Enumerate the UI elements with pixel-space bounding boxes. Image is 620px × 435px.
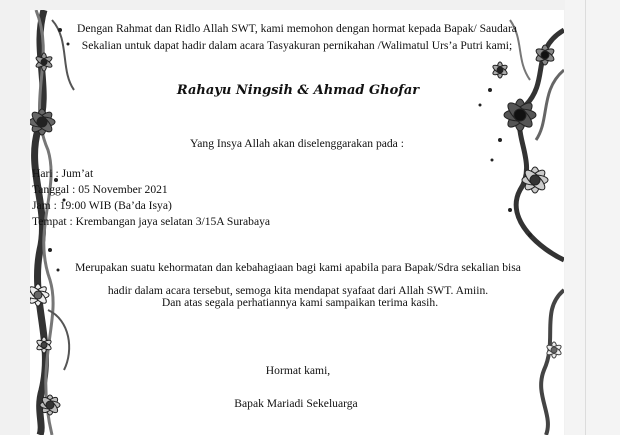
detail-date: Tanggal : 05 November 2021 [32, 183, 168, 196]
signature-line: Bapak Mariadi Sekeluarga [234, 397, 358, 410]
couple-names: Rahayu Ningsih & Ahmad Ghofar [176, 83, 420, 98]
opening-line-1: Dengan Rahmat dan Ridlo Allah SWT, kami memohon dengan hormat kepada Bapak/ Saudara [77, 22, 517, 35]
detail-time: Jam : 19:00 WIB (Ba’da Isya) [32, 199, 172, 212]
closing-line-1: Merupakan suatu kehormatan dan kebahagiaan bagi kami apabila para Bapak/Sdra sekalian bisa [75, 261, 521, 274]
intro-line: Yang Insya Allah akan diselenggarakan pada : [190, 137, 404, 150]
detail-place: Tempat : Krembangan jaya selatan 3/15A Surabaya [32, 215, 271, 228]
document-page [30, 10, 564, 435]
opening-line-2: Sekalian untuk dapat hadir dalam acara Tasyakuran pernikahan /Walimatul Urs’a Putri kami; [81, 39, 513, 52]
regards-line: Hormat kami, [265, 364, 331, 377]
detail-day: Hari : Jum’at [32, 167, 94, 180]
closing-line-2: hadir dalam acara tersebut, semoga kita mendapat syafaat dari Allah SWT. Amiin. [107, 284, 489, 297]
window-right-margin [565, 0, 620, 435]
closing-line-3: Dan atas segala perhatiannya kami sampaikan terima kasih. [161, 296, 439, 309]
scroll-edge [585, 0, 586, 435]
